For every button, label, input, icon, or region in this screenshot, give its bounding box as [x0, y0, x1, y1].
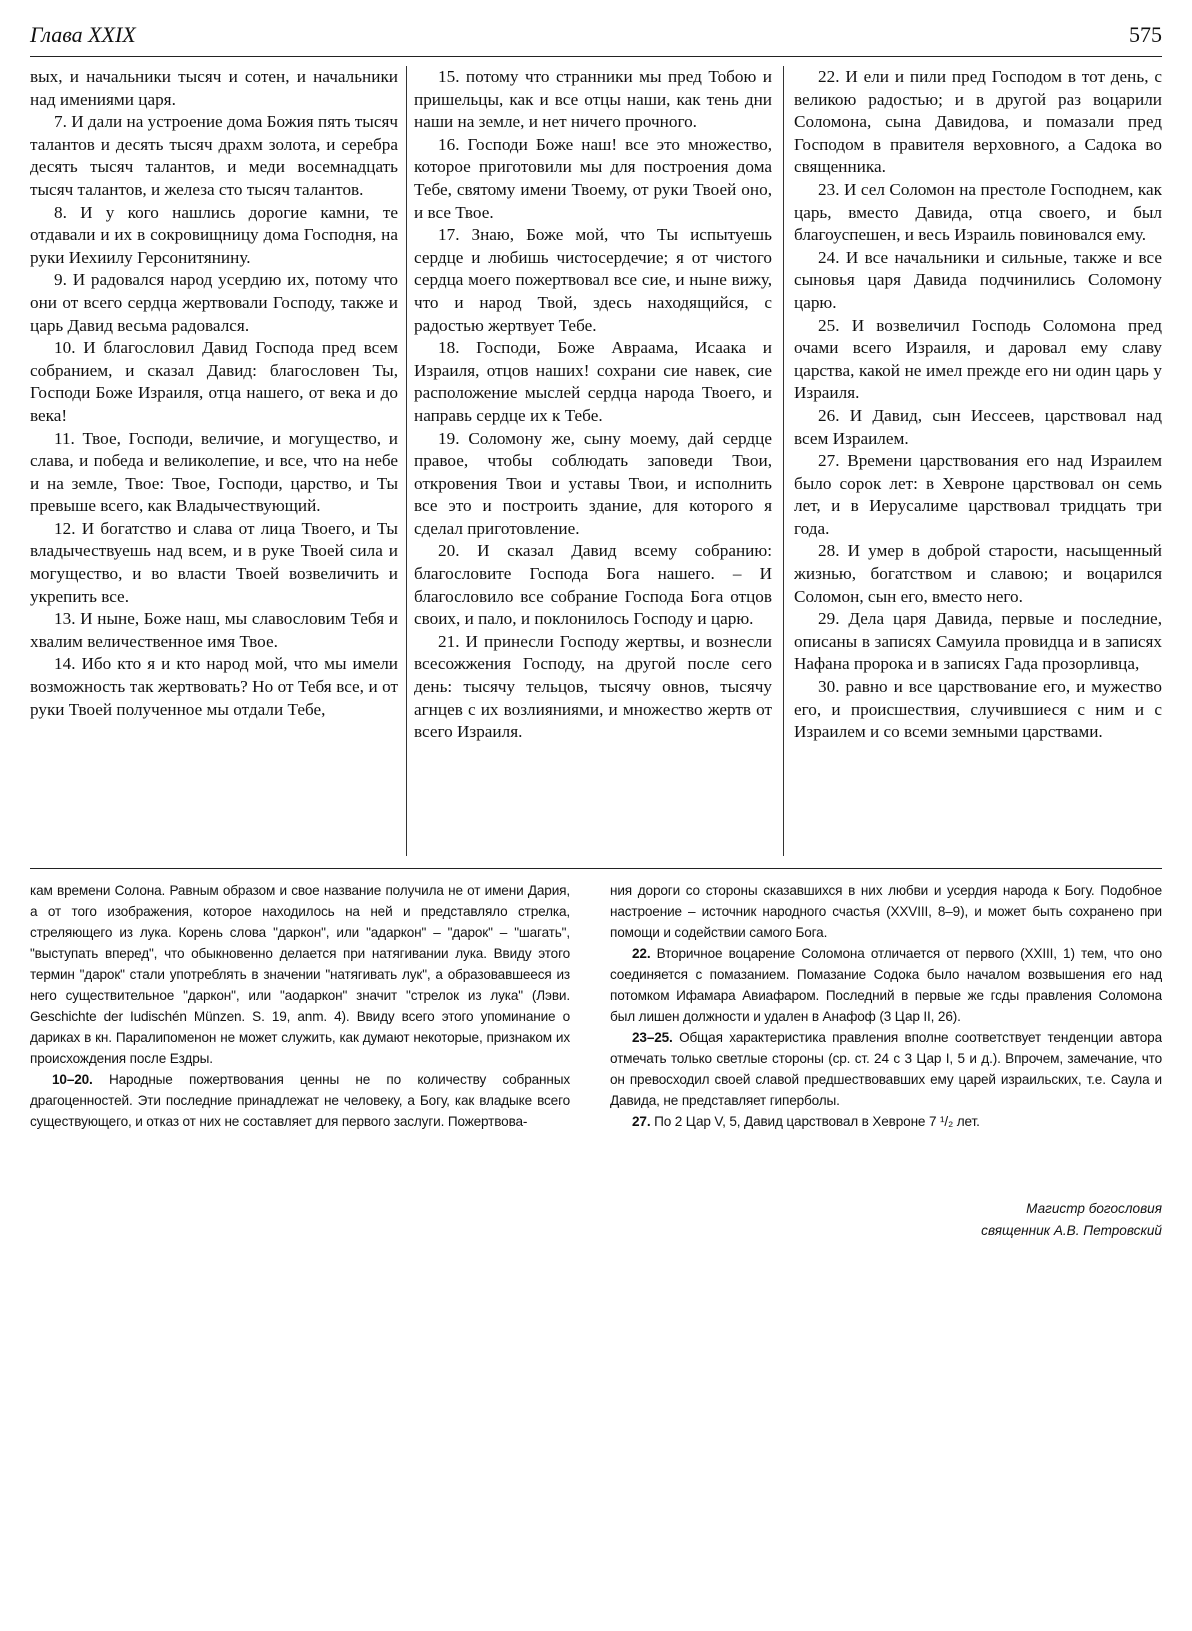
chapter-title: Глава XXIX	[30, 22, 136, 47]
commentary-column-1	[30, 880, 570, 1180]
verse-paragraph: 9. И радовался народ усердию их, потому что они от всего сердца жертвовали Господу, также и царь Давид весьма радовался.	[30, 270, 398, 335]
commentary-text: По 2 Цар V, 5, Давид царствовал в Хевроне 7 ¹/₂ лет.	[650, 1114, 980, 1129]
verse-paragraph: 29. Дела царя Давида, первые и последние, описаны в записях Самуила провидца и в записях Нафана пророка и в записях Гада прозорливца,	[794, 609, 1162, 674]
verse-paragraph: 7. И дали на устроение дома Божия пять тысяч талантов и десять тысяч драхм золота, и серебра десять тысяч талантов, и меди восемнадцать тысяч талантов, и железа сто тысяч талантов.	[30, 112, 398, 199]
verse-paragraph: 17. Знаю, Боже мой, что Ты испытуешь сердце и любишь чистосердечие; я от чистого сердца моего пожертвовал все сие, и ныне вижу, что и народ Твой, здесь находящийся, с радостью жертвует Тебе.	[414, 225, 772, 335]
commentary-text: Народные пожертвования ценны не по количеству собранных драгоценностей. Эти последние принадлежат не человеку, а Богу, как владыке всего существующего, и отказ от них не составляет для первого заслуги. Пожертвова-	[30, 1072, 570, 1129]
commentary-rule	[30, 868, 1162, 869]
commentary-paragraph	[30, 1069, 570, 1132]
verse-paragraph: вых, и начальники тысяч и сотен, и начальники над имениями царя.	[30, 67, 398, 109]
verse-paragraph: 8. И у кого нашлись дорогие камни, те отдавали и их в сокровищницу дома Господня, на руки Иехиилу Герсонитянину.	[30, 202, 398, 267]
verse-paragraph: 20. И сказал Давид всему собранию: благословите Господа Бога нашего. – И благословило все собрание Господа Бога отцов своих, и пало, и поклонилось Господу и царю.	[414, 541, 772, 629]
commentary-paragraph	[610, 1111, 1162, 1132]
verse-paragraph: 15. потому что странники мы пред Тобою и пришельцы, как и все отцы наши, как тень дни наши на земле, и нет ничего прочного.	[414, 67, 772, 132]
text-column-3	[794, 66, 1162, 866]
verse-paragraph: 12. И богатство и слава от лица Твоего, и Ты владычествуешь над всем, и в руке Твоей сила и могущество, и во власти Твоей возвеличить и укрепить все.	[30, 518, 398, 606]
commentary-text: Вторичное воцарение Соломона отличается от первого (XXIII, 1) тем, что оно соединяется с помазанием. Помазание Содока было началом возвышения его над потомком Ифамара Авиафаром. Последний в первые же гсды правления Соломона был лишен должности и удален в Анафоф (3 Цар II, 26).	[610, 946, 1162, 1024]
verse-paragraph: 11. Твое, Господи, величие, и могущество, и слава, и победа и великолепие, и все, что на небе и на земле, Твое: Твое, Господи, царство, и Ты превыше всего, как Владычествующий.	[30, 428, 398, 516]
header-rule	[30, 56, 1162, 57]
verse-paragraph: 25. И возвеличил Господь Соломона пред очами всего Израиля, и даровал ему славу царства, какой не имел прежде его ни один царь у Израиля.	[794, 315, 1162, 403]
author-signature	[762, 1198, 1162, 1242]
verse-paragraph: 28. И умер в доброй старости, насыщенный жизнью, богатством и славою; и воцарился Соломон, сын его, вместо него.	[794, 541, 1162, 606]
verse-paragraph: 13. И ныне, Боже наш, мы славословим Тебя и хвалим величественное имя Твое.	[30, 609, 398, 651]
page-number: 575	[1129, 22, 1162, 47]
author-name: священник А.В. Петровский	[981, 1223, 1162, 1238]
author-title: Магистр богословия	[1026, 1201, 1162, 1216]
verse-paragraph: 18. Господи, Боже Авраама, Исаака и Израиля, отцов наших! сохрани сие навек, сие расположение мыслей сердца народа Твоего, и направь сердце их к Тебе.	[414, 338, 772, 425]
commentary-paragraph	[610, 943, 1162, 1027]
commentary-text: Общая характеристика правления вполне соответствует тенденции автора отмечать только светлые стороны (ср. ст. 24 с 3 Цар I, 5 и д.). Впрочем, замечание, что он превосходил своей славой предшествовавших ему царей израильских, т.е. Саула и Давида, не представляет гиперболы.	[610, 1030, 1162, 1108]
verse-paragraph: 21. И принесли Господу жертвы, и вознесли всесожжения Господу, на другой после сего день: тысячу тельцов, тысячу овнов, тысячу агнцев с их возлияниями, и множество жертв от всего Израиля.	[414, 631, 772, 742]
verse-reference: 27.	[632, 1114, 651, 1129]
column-divider	[783, 66, 784, 856]
column-divider	[406, 66, 407, 856]
verse-paragraph: 24. И все начальники и сильные, также и все сыновья царя Давида подчинились Соломону царю.	[794, 247, 1162, 312]
commentary-paragraph: кам времени Солона. Равным образом и свое название получила не от имени Дария, а от того изображения, которое находилось на ней и представляло стрелка, стреляющего из лука. Корень слова "даркон", или "адаркон" – "дарок" – "шагать", "выступать вперед", что обыкновенно делается при натягивании лука. Ввиду этого термин "дарок" стали употреблять в значении "натягивать лук", а образовавшееся из него существительное "даркон", или "аодаркон" значит "стрелок из лука" (Лэви. Geschichte der Iudischén Münzen. S. 19, anm. 4). Ввиду всего этого упоминание о дариках в кн. Паралипоменон не может служить, как думают некоторые, признаком их происхождения после Ездры.	[30, 883, 570, 1066]
scripture-text	[30, 66, 1162, 866]
text-column-2	[414, 66, 772, 866]
verse-paragraph: 23. И сел Соломон на престоле Господнем, как царь, вместо Давида, отца своего, и был благоуспешен, и весь Израиль повиновался ему.	[794, 179, 1162, 245]
commentary-section	[30, 880, 1162, 1180]
verse-paragraph: 26. И Давид, сын Иессеев, царствовал над всем Израилем.	[794, 405, 1162, 448]
commentary-paragraph	[610, 1027, 1162, 1111]
verse-reference: 22.	[632, 946, 651, 961]
verse-reference: 10–20.	[52, 1072, 93, 1087]
verse-paragraph: 30. равно и все царствование его, и мужество его, и происшествия, случившиеся с ним и с Израилем и со всеми земными царствами.	[794, 677, 1162, 742]
verse-reference: 23–25.	[632, 1030, 673, 1045]
commentary-paragraph: ния дороги со стороны сказавшихся в них любви и усердия народа к Богу. Подобное настроение – источник народного счастья (XXVIII, 8–9), и может быть сохранено при помощи и содействии самого Бога.	[610, 883, 1162, 940]
verse-paragraph: 22. И ели и пили пред Господом в тот день, с великою радостью; и в другой раз воцарили Соломона, сына Давидова, и помазали пред Господом в правителя верховного, а Садока во священника.	[794, 67, 1162, 177]
commentary-column-2	[610, 880, 1162, 1180]
verse-paragraph: 27. Времени царствования его над Израилем было сорок лет: в Хевроне царствовал он семь лет, и в Иерусалиме царствовал тридцать три года.	[794, 451, 1162, 538]
text-column-1	[30, 66, 398, 866]
verse-paragraph: 14. Ибо кто я и кто народ мой, что мы имели возможность так жертвовать? Но от Тебя все, и от руки Твоей полученное мы отдали Тебе,	[30, 654, 398, 719]
verse-paragraph: 16. Господи Боже наш! все это множество, которое приготовили мы для построения дома Тебе, святому имени Твоему, от руки Твоей оно, и все Твое.	[414, 134, 772, 222]
running-head	[30, 22, 1162, 52]
verse-paragraph: 19. Соломону же, сыну моему, дай сердце правое, чтобы соблюдать заповеди Твои, откровения Твои и уставы Твои, и исполнить все это и построить здание, для которого я сделал приготовление.	[414, 428, 772, 538]
verse-paragraph: 10. И благословил Давид Господа пред всем собранием, и сказал Давид: благословен Ты, Господи Боже Израиля, отца нашего, от века и до века!	[30, 338, 398, 425]
